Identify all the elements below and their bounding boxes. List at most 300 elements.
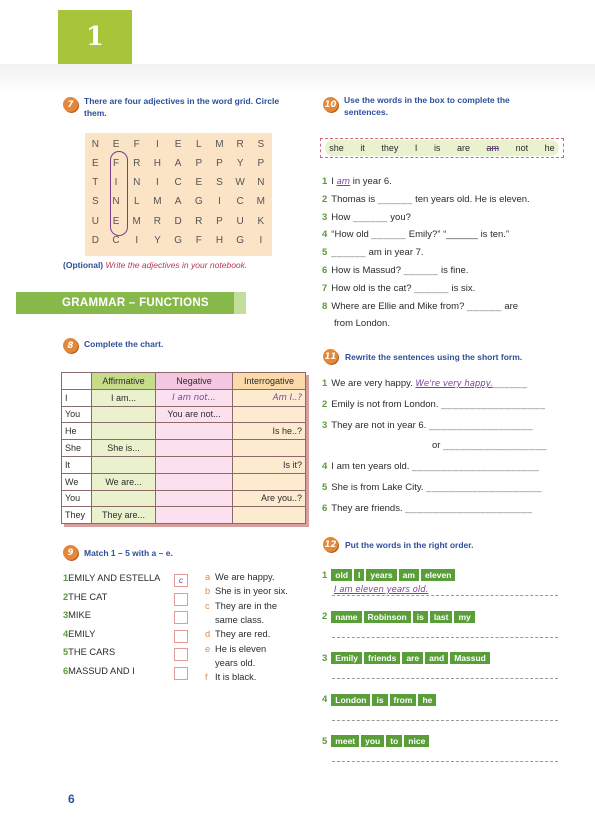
sentence-number: 5	[322, 247, 328, 259]
chart-cell[interactable]	[233, 423, 306, 440]
chart-cell[interactable]	[233, 440, 306, 457]
word-chip: I	[354, 569, 364, 581]
grid-letter: I	[259, 235, 263, 246]
chart-cell	[62, 490, 92, 507]
grid-letter: U	[91, 216, 99, 227]
match-right-letter: f	[205, 672, 208, 683]
exercise-11-sentence	[432, 440, 547, 452]
exercise-11-badge: 11	[323, 349, 338, 364]
sentence-number: 3	[322, 419, 328, 431]
chart-cell[interactable]	[92, 423, 156, 440]
grid-letter: M	[215, 139, 224, 150]
match-left-text: MIKE	[68, 610, 91, 621]
word-box-word: not	[515, 143, 529, 153]
grid-letter: C	[174, 177, 182, 188]
sentence-blank[interactable]: __________________	[441, 398, 546, 410]
exercise-11-sentence	[322, 399, 545, 411]
grid-letter: K	[257, 216, 265, 227]
chart-cell-text: I am not...	[172, 393, 216, 404]
grid-letter: N	[133, 177, 141, 188]
sentence-pre: from London.	[334, 318, 390, 330]
word-chip: are	[402, 652, 423, 664]
chart-cell-text: Is he..?	[272, 426, 302, 437]
word-order-item	[322, 569, 455, 581]
sentence-pre: How	[331, 211, 353, 223]
chart-cell-text: Is it?	[282, 459, 302, 470]
grid-letter: E	[92, 158, 99, 169]
chart-cell	[62, 440, 92, 457]
chart-cell	[62, 389, 92, 406]
match-left-item	[63, 629, 95, 639]
sentence-number: 3	[322, 211, 328, 223]
grid-letter: E	[195, 177, 203, 188]
sentence-number: 2	[322, 193, 328, 205]
exercise-11-sentence	[322, 378, 527, 390]
exercise-7-badge: 7	[63, 97, 78, 112]
sentence-post: am in year 7.	[366, 247, 424, 259]
sentence-text: I am ten years old.	[331, 461, 410, 473]
chart-cell[interactable]	[156, 406, 233, 423]
match-right-text: We are happy.	[215, 572, 275, 582]
optional-label: (Optional)	[63, 260, 104, 270]
optional-note	[63, 260, 247, 270]
sentence-post: are	[501, 300, 519, 312]
sentence-text: Emily is not from London.	[331, 398, 439, 410]
word-box-word: I	[414, 143, 418, 153]
match-right-item	[205, 571, 275, 584]
grid-letter: N	[257, 177, 265, 188]
grid-letter: G	[236, 235, 245, 246]
item-number: 1	[322, 569, 328, 581]
word-chip: old	[331, 569, 352, 581]
match-right-text: They are red.	[215, 629, 271, 640]
sentence-number: 1	[322, 176, 328, 187]
chart-row	[62, 440, 306, 457]
chart-cell[interactable]	[233, 389, 306, 406]
grid-letter: S	[92, 196, 99, 207]
match-left-text: THE CARS	[68, 647, 116, 658]
chart-cell[interactable]	[156, 473, 233, 490]
chart-cell[interactable]	[233, 456, 306, 473]
exercise-12-badge: 12	[323, 537, 338, 552]
chart-cell-text: She	[65, 443, 82, 454]
grammar-functions-bar	[16, 292, 246, 314]
chart-cell[interactable]	[92, 389, 156, 406]
sentence-number: 6	[322, 502, 328, 514]
exercise-10-sentence	[322, 301, 518, 313]
chart-header-cell: Affirmative	[92, 373, 156, 390]
match-right-text: They are in the	[215, 600, 278, 611]
chart-header-row	[62, 373, 306, 390]
word-box	[320, 138, 564, 158]
word-box-word: it	[360, 143, 365, 153]
sentence-blank: ______	[492, 378, 528, 389]
circled-word-fine	[110, 151, 128, 236]
exercise-8-badge: 8	[63, 338, 78, 353]
word-chip: London	[331, 694, 370, 706]
match-left-number: 5	[63, 647, 69, 658]
grid-letter: M	[153, 196, 162, 207]
sentence-text: They are friends.	[331, 502, 403, 514]
sentence-number: 5	[322, 482, 328, 493]
chart-cell[interactable]	[92, 456, 156, 473]
chart-cell[interactable]	[156, 440, 233, 457]
chart-cell[interactable]	[156, 423, 233, 440]
exercise-11-sentence	[322, 461, 539, 473]
sentence-blank[interactable]: __________________	[429, 419, 534, 431]
optional-text: Write the adjectives in your notebook.	[105, 260, 248, 270]
exercise-10-sentence	[322, 247, 424, 259]
exercise-10-sentence	[322, 283, 475, 295]
word-order-item	[322, 694, 436, 706]
grid-letter: F	[195, 235, 202, 246]
answer-line[interactable]	[332, 678, 558, 679]
match-answer-box[interactable]	[174, 630, 188, 643]
chart-header-cell	[62, 373, 92, 390]
match-right-item	[205, 643, 266, 656]
word-chip: am	[399, 569, 419, 581]
sentence-pre: Thomas is	[331, 193, 378, 205]
grid-letter: P	[216, 158, 223, 169]
chart-cell[interactable]	[156, 490, 233, 507]
word-order-item	[322, 611, 475, 623]
word-box-word: am	[486, 143, 500, 153]
sentence-text: They are not in year 6.	[331, 419, 427, 431]
grid-letter: S	[216, 177, 223, 188]
chart-row	[62, 456, 306, 473]
sentence-number: 8	[322, 300, 328, 312]
match-left-text: EMILY AND ESTELLA	[68, 573, 161, 583]
match-left-text: MASSUD AND I	[68, 666, 135, 676]
grid-letter: E	[174, 139, 182, 150]
word-chip: and	[425, 652, 448, 664]
chart-cell-text: Am I..?	[272, 393, 302, 404]
word-chip: to	[386, 735, 402, 747]
grid-letter: Y	[236, 158, 244, 169]
match-right-text: years old.	[215, 657, 256, 668]
exercise-9-instruction: Match 1 – 5 with a – e.	[84, 548, 173, 558]
grid-letter: H	[215, 235, 224, 246]
grammar-bar-title: GRAMMAR – FUNCTIONS	[62, 297, 209, 309]
sentence-blank[interactable]: ______	[403, 265, 439, 276]
match-left-number: 4	[63, 628, 69, 639]
answer-line[interactable]	[332, 720, 558, 721]
chart-row	[62, 473, 306, 490]
chart-row	[62, 490, 306, 507]
grid-letter: L	[196, 139, 202, 150]
match-right-letter: b	[205, 586, 211, 597]
sentence-post: is six.	[448, 282, 476, 294]
grid-letter: U	[236, 216, 244, 227]
chart-cell-text: You are not...	[167, 409, 221, 420]
sentence-post: ten years old. He is eleven.	[412, 193, 530, 205]
answer-line[interactable]	[332, 637, 558, 638]
sentence-blank[interactable]: ______	[414, 282, 449, 294]
word-chip: eleven	[421, 569, 455, 581]
verb-chart	[61, 372, 306, 524]
sentence-number: 7	[322, 282, 328, 294]
word-order-item	[322, 652, 490, 664]
match-right-item	[205, 600, 277, 613]
match-right-letter: c	[205, 600, 210, 611]
unit-number: 1	[85, 22, 105, 52]
word-chip: meet	[331, 735, 359, 747]
chart-cell-text: Are you..?	[260, 493, 302, 504]
sentence-blank[interactable]: __________________	[443, 440, 548, 452]
match-left-item	[63, 610, 91, 620]
grid-letter: R	[133, 158, 141, 169]
word-chip: Massud	[450, 652, 490, 664]
grid-letter: C	[236, 196, 244, 207]
item-number: 4	[322, 694, 328, 705]
exercise-10-sentence	[334, 318, 390, 330]
chart-cell[interactable]	[92, 507, 156, 524]
grid-letter: F	[133, 139, 140, 150]
sentence-blank[interactable]: ______	[377, 193, 413, 205]
sentence-post: you?	[387, 211, 411, 223]
match-right-item	[205, 614, 264, 627]
word-chip: is	[413, 611, 428, 623]
grid-letter: G	[194, 196, 203, 207]
chart-cell-text: We are...	[105, 476, 142, 487]
chart-header-cell: Interrogative	[233, 373, 306, 390]
item-number: 5	[322, 735, 328, 747]
match-left-number: 3	[63, 610, 69, 621]
exercise-10-badge: 10	[323, 97, 338, 112]
word-box-word: are	[456, 143, 470, 153]
chart-cell	[62, 423, 92, 440]
chart-cell[interactable]	[233, 406, 306, 423]
exercise-10-sentence	[322, 212, 411, 224]
grid-letter: S	[257, 139, 265, 150]
sentence-text: She is from Lake City.	[331, 482, 424, 493]
chart-cell[interactable]	[92, 440, 156, 457]
sentence-blank[interactable]: ______	[331, 247, 366, 259]
grid-letter: P	[195, 158, 203, 169]
sentence-text: or	[432, 440, 441, 452]
word-chip: friends	[364, 652, 400, 664]
grid-letter: G	[174, 235, 182, 246]
grid-letter: R	[153, 216, 162, 227]
grid-letter: L	[133, 196, 140, 207]
chart-cell[interactable]	[233, 507, 306, 524]
chart-cell[interactable]	[92, 473, 156, 490]
word-chip: you	[361, 735, 384, 747]
chart-row	[62, 406, 306, 423]
chart-row	[62, 423, 306, 440]
grid-letter: M	[132, 216, 141, 227]
match-right-text: She is in yeor six.	[215, 586, 288, 597]
word-order-item	[322, 735, 429, 747]
sentence-number: 4	[322, 229, 328, 241]
sentence-number: 2	[322, 398, 328, 410]
exercise-10-sentence	[322, 265, 468, 277]
grid-letter: T	[92, 177, 99, 188]
word-box-word: they	[381, 143, 399, 153]
exercise-10-sentence	[322, 194, 530, 206]
exercise-7-instruction: There are four adjectives in the word grid. Circle them.	[84, 96, 280, 118]
match-left-item	[63, 573, 160, 583]
answer-text: I am eleven years old.	[334, 585, 429, 595]
sentence-blank[interactable]: ______	[371, 229, 407, 241]
grid-letter: R	[195, 216, 203, 227]
sentence-answer[interactable]: am	[336, 177, 351, 187]
sentence-pre: How is Massud?	[331, 265, 404, 276]
chart-cell-text: They	[65, 510, 86, 521]
chart-cell-text: You	[65, 409, 81, 420]
chart-cell-text: He	[65, 426, 77, 437]
exercise-11-sentence	[322, 482, 542, 494]
grid-letter: Y	[154, 235, 161, 246]
chart-cell[interactable]	[233, 490, 306, 507]
match-left-item	[63, 647, 115, 657]
match-left-text: THE CAT	[68, 591, 108, 602]
word-box-word: she	[329, 143, 344, 153]
match-left-number: 2	[63, 591, 69, 602]
grid-letter: I	[114, 177, 118, 188]
sentence-pre: I	[331, 176, 337, 187]
grid-letter: N	[112, 196, 120, 207]
grid-letter: I	[156, 139, 159, 150]
grid-letter: F	[112, 158, 120, 169]
word-box-word: he	[544, 143, 555, 153]
grid-letter: I	[218, 196, 221, 207]
sentence-number: 6	[322, 265, 328, 276]
chart-cell-text: I	[65, 392, 68, 403]
word-chip: nice	[404, 735, 429, 747]
match-left-number: 1	[63, 573, 69, 583]
answer-line[interactable]	[332, 761, 558, 762]
exercise-10-sentence	[322, 176, 392, 188]
match-left-item	[63, 666, 135, 676]
page-number: 6	[68, 792, 75, 806]
match-right-letter: e	[205, 643, 211, 654]
chart-cell	[62, 473, 92, 490]
match-right-letter: d	[205, 629, 211, 640]
match-left-number: 6	[63, 666, 69, 676]
grid-letter: P	[257, 158, 265, 169]
sentence-post: is fine.	[438, 265, 469, 276]
word-chip: he	[418, 694, 436, 706]
chart-header-cell: Negative	[156, 373, 233, 390]
word-chip: my	[454, 611, 474, 623]
sentence-blank[interactable]: ____________________	[426, 482, 542, 493]
chart-cell[interactable]	[92, 406, 156, 423]
word-box-word: is	[433, 143, 441, 153]
exercise-10-sentence	[322, 229, 509, 241]
match-answer-box[interactable]	[174, 667, 188, 680]
grid-letter: H	[153, 158, 162, 169]
sentence-blank[interactable]: ______________________	[412, 461, 540, 473]
exercise-11-sentence	[322, 420, 533, 432]
word-chip: from	[390, 694, 417, 706]
sentence-post: in year 6.	[350, 176, 392, 187]
exercise-11-instruction: Rewrite the sentences using the short form.	[345, 352, 523, 362]
chart-cell[interactable]	[92, 490, 156, 507]
match-right-text: same class.	[215, 614, 265, 625]
chart-cell	[62, 406, 92, 423]
chart-cell[interactable]	[156, 507, 233, 524]
word-chip: Emily	[331, 652, 362, 664]
match-left-text: EMILY	[68, 628, 96, 639]
grid-letter: D	[91, 235, 99, 246]
chart-cell-text: She is...	[107, 443, 140, 454]
grid-letter: N	[91, 139, 99, 150]
grid-letter: M	[256, 196, 266, 207]
sentence-text: We are very happy.	[331, 378, 413, 389]
grid-letter: E	[112, 139, 120, 150]
match-right-letter: a	[205, 572, 211, 582]
sentence-answer[interactable]: We're very happy.	[415, 379, 493, 389]
word-chip: Robinson	[364, 611, 411, 623]
answer-line[interactable]	[332, 595, 558, 596]
match-answer-box[interactable]	[174, 593, 188, 606]
word-chip: last	[430, 611, 453, 623]
chart-cell-text: It	[65, 459, 71, 470]
grid-letter: W	[235, 177, 245, 188]
item-number: 3	[322, 652, 328, 664]
sentence-pre: Where are Ellie and Mike from?	[331, 300, 467, 312]
grid-letter: R	[236, 139, 244, 150]
exercise-12-instruction: Put the words in the right order.	[345, 540, 474, 550]
sentence-blank[interactable]: ______	[467, 300, 502, 312]
grid-letter: A	[174, 158, 182, 169]
grid-letter: P	[216, 216, 223, 227]
chart-cell[interactable]	[156, 456, 233, 473]
chart-cell	[62, 456, 92, 473]
chart-cell-text: I am...	[110, 392, 136, 403]
match-right-item	[205, 628, 270, 641]
exercise-8-instruction: Complete the chart.	[84, 339, 164, 349]
header-shade	[0, 64, 595, 94]
match-right-item	[205, 657, 255, 670]
grid-letter: A	[174, 196, 182, 207]
match-right-item	[205, 585, 288, 598]
sentence-number: 4	[322, 461, 328, 473]
grid-letter: I	[156, 177, 159, 188]
match-answer-box[interactable]: c	[174, 574, 188, 587]
exercise-10-instruction: Use the words in the box to complete the sentences.	[344, 95, 510, 117]
sentence-pre: “How old	[331, 229, 372, 241]
grid-letter: D	[174, 216, 182, 227]
exercise-11-sentence	[322, 503, 532, 515]
grid-letter: I	[135, 235, 139, 246]
chart-cell-text: They are...	[101, 510, 146, 521]
word-chip: is	[372, 694, 387, 706]
sentence-number: 1	[322, 378, 328, 389]
word-chip: name	[331, 611, 361, 623]
chart-cell-text: We	[65, 476, 79, 487]
chart-cell[interactable]	[233, 473, 306, 490]
exercise-9-badge: 9	[63, 545, 78, 560]
sentence-blank[interactable]: ______	[352, 211, 388, 223]
chart-cell	[62, 507, 92, 524]
match-right-text: It is black.	[215, 672, 257, 683]
grid-letter: E	[112, 216, 120, 227]
sentence-pre: How old is the cat?	[331, 282, 415, 294]
chart-cell[interactable]	[156, 389, 233, 406]
sentence-post: Emily?” “______ is ten.”	[406, 229, 510, 241]
item-number: 2	[322, 611, 328, 622]
match-right-item	[205, 671, 256, 684]
match-left-item	[63, 592, 107, 602]
unit-number-box	[58, 10, 132, 64]
grid-letter: C	[112, 235, 120, 246]
sentence-blank[interactable]: ______________________	[405, 502, 533, 514]
grid-row-6	[85, 235, 272, 253]
match-answer-box[interactable]	[174, 648, 188, 661]
match-answer-box[interactable]	[174, 611, 188, 624]
